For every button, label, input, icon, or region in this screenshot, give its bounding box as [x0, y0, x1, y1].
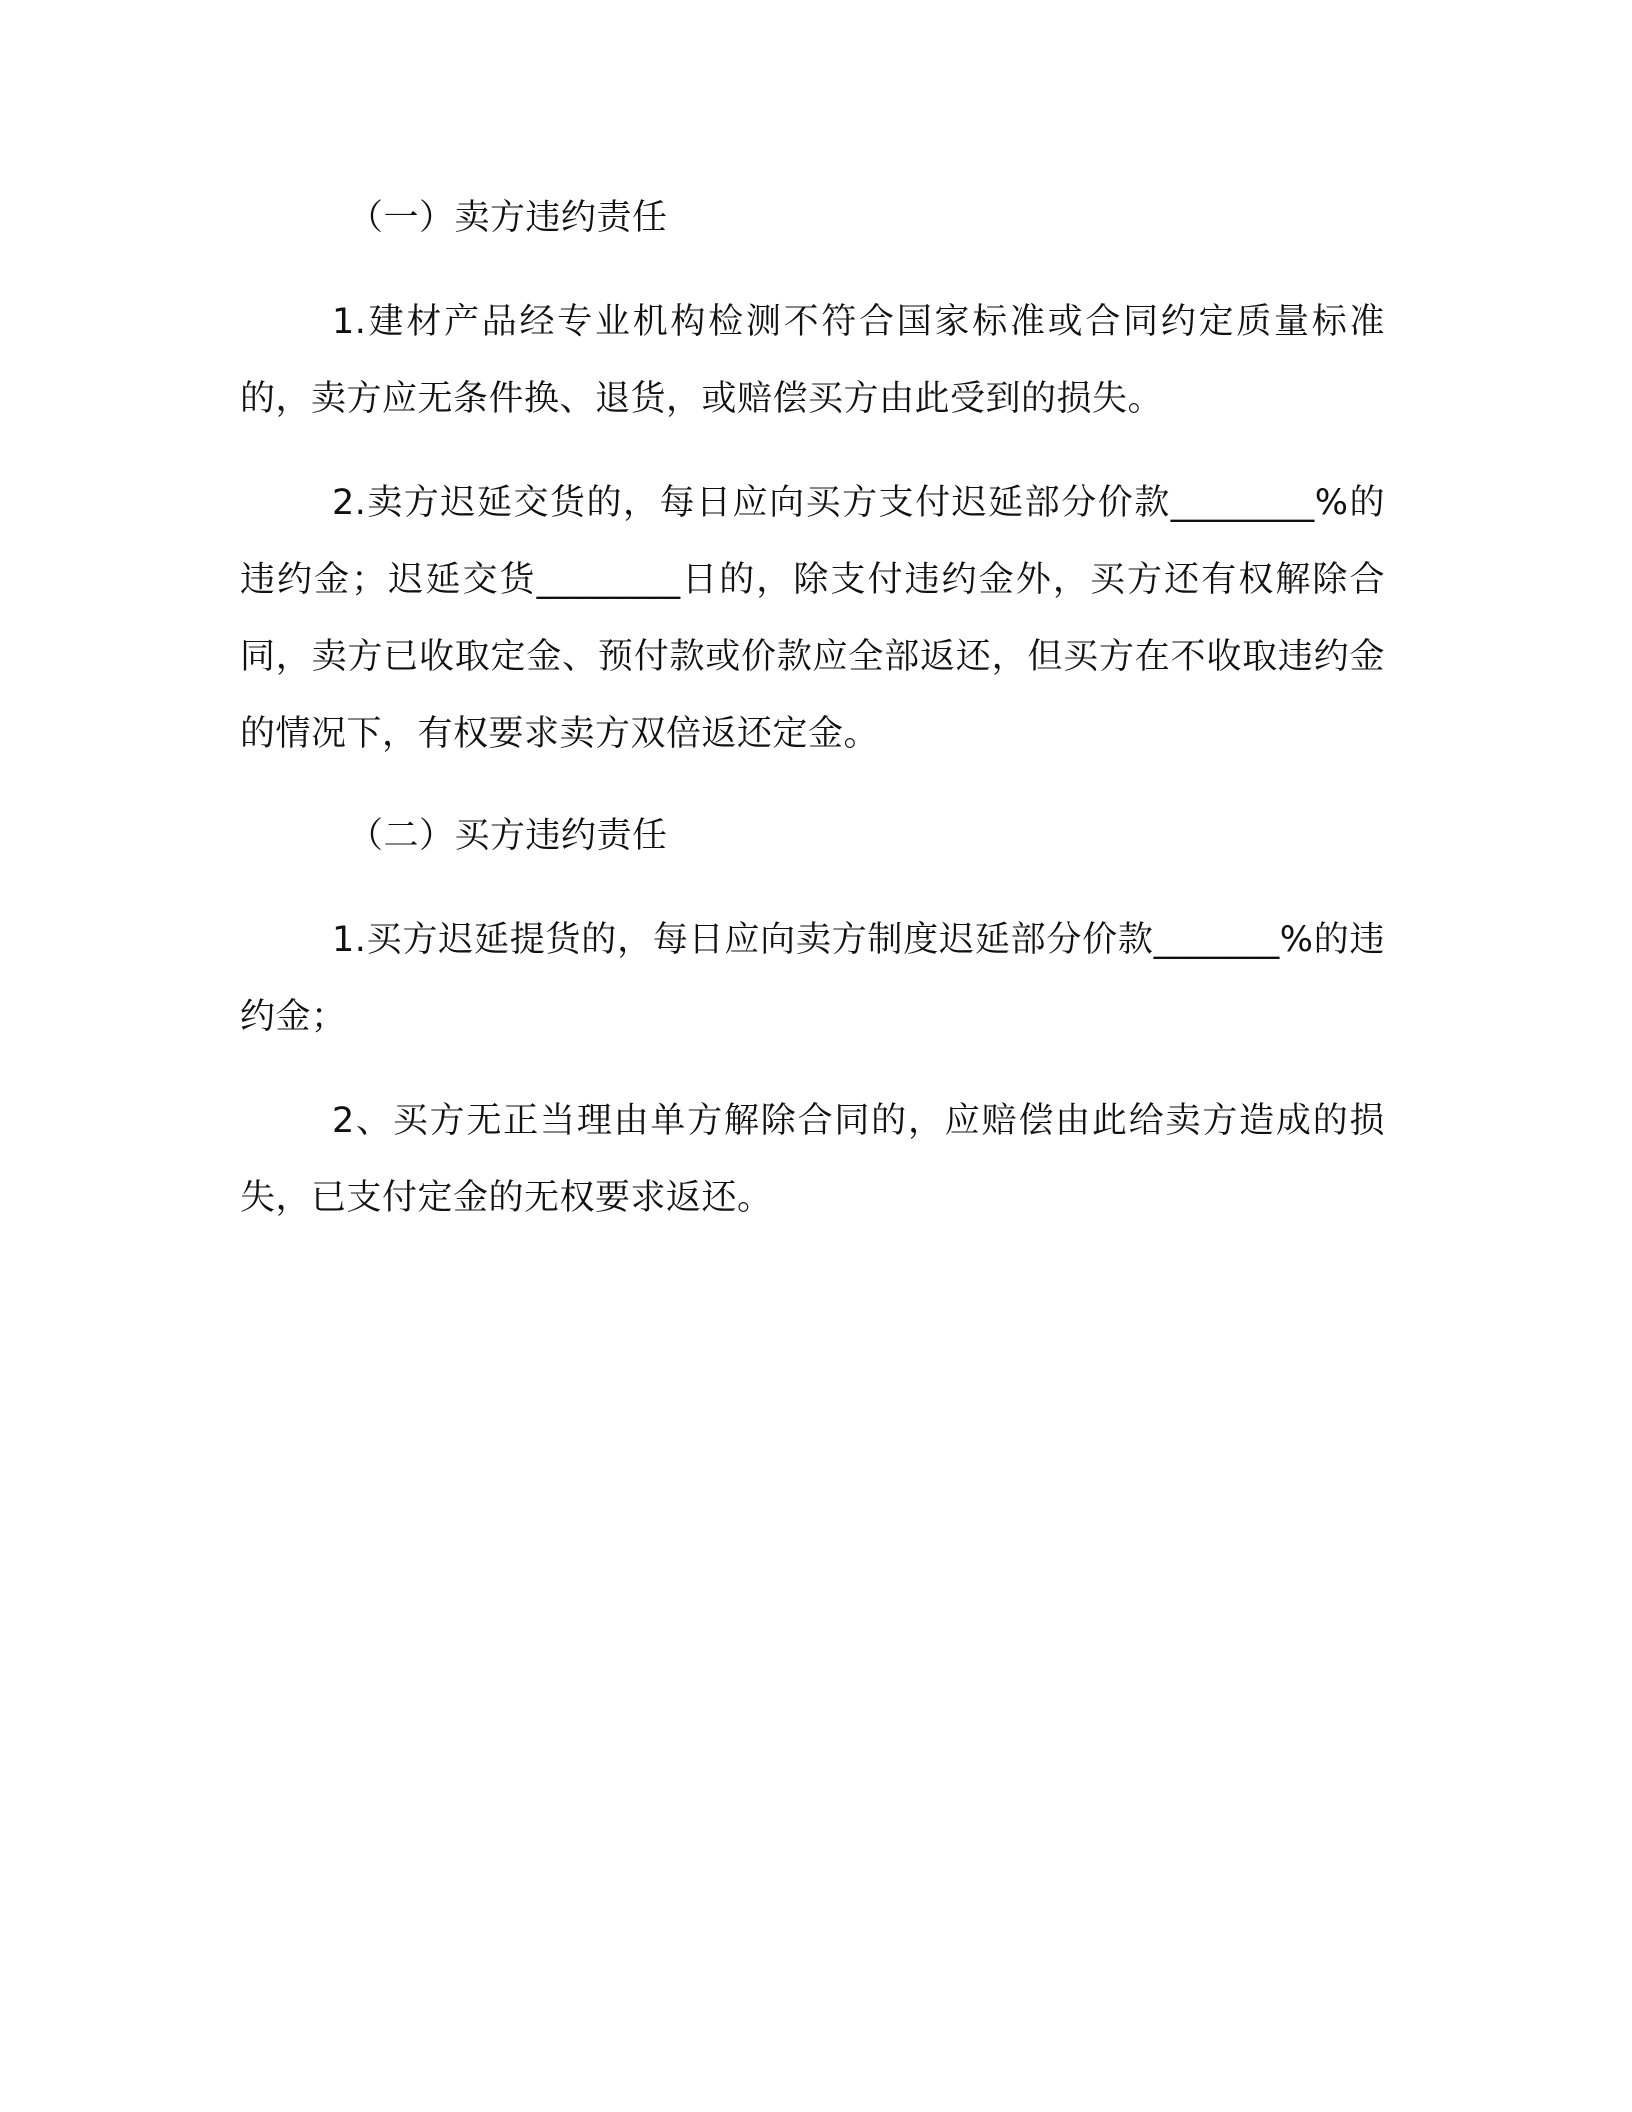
- clause-seller-late-delivery: 2.卖方迟延交货的，每日应向买方支付迟延部分价款________%的违约金；迟延交货________日的，除支付违约金外，买方还有权解除合同，卖方已收取定金、预付款或价款应全部返还，但买方在不收取违约金的情况下，有权要求卖方双倍返还定金。: [240, 483, 1385, 754]
- section-heading-buyer-liability: （二）买方违约责任: [348, 816, 668, 856]
- clause-buyer-termination: 2、买方无正当理由单方解除合同的，应赔偿由此给卖方造成的损失，已支付定金的无权要求返还。: [240, 1101, 1385, 1218]
- clause-buyer-late-pickup: 1.买方迟延提货的，每日应向卖方制度迟延部分价款_______%的违约金；: [240, 920, 1385, 1037]
- section-heading-seller-liability: （一）卖方违约责任: [348, 198, 668, 238]
- clause-seller-quality: 1.建材产品经专业机构检测不符合国家标准或合同约定质量标准的，卖方应无条件换、退货，或赔偿买方由此受到的损失。: [240, 302, 1385, 419]
